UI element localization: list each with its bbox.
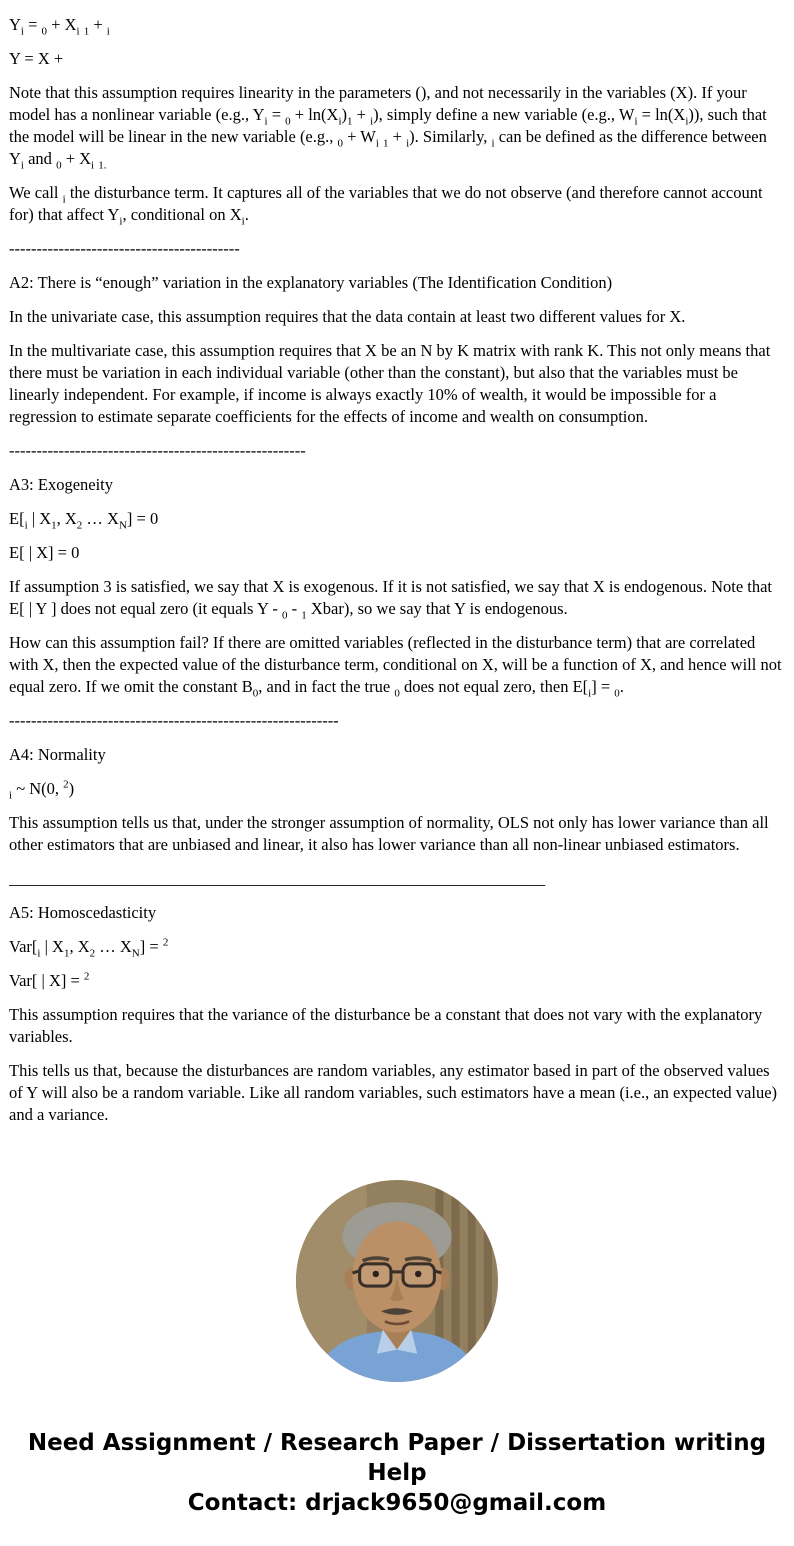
equation: $Var[_i$ | $X_1$, $X_2$ … $X_N] = ^2$	[9, 936, 169, 960]
equation: $E[_i$ | $X_1$, $X_2$ … $X_N] = 0$	[9, 509, 159, 532]
equation: Y = X +	[9, 49, 64, 68]
avatar-photo	[296, 1180, 498, 1382]
paragraph: This tells us that, because the disturbances are random variables, any estimator based in part of the observed values of Y will also be a random variable. Like all random variables, such estimators have a mean (i.e., an expected value) and a variance.	[9, 1061, 778, 1124]
paragraph: How can this assumption fail? If there are omitted variables (reflected in the disturbance term) that are correlated with X, then the expected value of the disturbance term, conditional on X, will be a function of X, and hence will not equal zero. If we omit the constant $B_0$, and in fact the true $_0$ does not equal zero, then $E[_i] = _0$.	[9, 633, 782, 700]
section-heading: A2: There is “enough” variation in the explanatory variables (The Identification Condition)	[9, 273, 613, 292]
paragraph: In the multivariate case, this assumption requires that X be an N by K matrix with rank K. This not only means that there must be variation in each individual variable (other than the constant), but also that the variables must be linearly independent. For example, if income is always exactly 10% of wealth, it would be impossible for a regression to estimate separate coefficients for the effects of income and wealth on consumption.	[9, 341, 771, 426]
section-heading: A4: Normality	[9, 745, 106, 764]
section-heading: A5: Homoscedasticity	[9, 903, 157, 922]
equation: Var[ | X] = $^2$	[9, 970, 90, 990]
section-heading: A3: Exogeneity	[9, 475, 114, 494]
equation: $_i$ ~ N(0, $^2$)	[9, 778, 75, 802]
separator: ------------------------------------------------------	[9, 441, 306, 460]
paragraph: This assumption requires that the variance of the disturbance be a constant that does not vary with the explanatory variables.	[9, 1005, 763, 1046]
footer-contact-line: Contact: drjack9650@gmail.com	[187, 1490, 607, 1516]
paragraph: We call $_i$ the disturbance term. It captures all of the variables that we do not observe (and therefore cannot account for) that affect $Y_i$, conditional on $X_i$.	[9, 183, 763, 228]
eye-right	[415, 1271, 421, 1277]
footer	[0, 1428, 794, 1546]
avatar	[296, 1180, 498, 1382]
paragraph: This assumption tells us that, under the stronger assumption of normality, OLS not only has lower variance than all other estimators that are unbiased and linear, it also has lower variance than all non-linear unbiased estimators.	[9, 813, 769, 854]
footer-help-line: Need Assignment / Research Paper / Dissertation writing Help	[27, 1430, 767, 1486]
eye-left	[373, 1271, 379, 1277]
separator: ------------------------------------------	[9, 239, 240, 258]
equation: E[ | X] = 0	[9, 543, 80, 562]
paragraph: Note that this assumption requires linearity in the parameters (), and not necessarily in the variables (X). If your model has a nonlinear variable (e.g., $Y_i = _0 + \ln(X_i)_1 + _i$), simply define a new variable (e.g., $W_i = \ln(X_i)$), such that the model will be linear in the new variable (e.g., $_0 + W_i$ $_1$ + $_i$). Similarly, $_i$ can be defined as the difference between $Y_i$ and $_0 + X_i$ $_{1.}$	[9, 83, 767, 172]
avatar-section	[0, 1180, 794, 1382]
separator: ------------------------------------------------------------	[9, 711, 339, 730]
horizontal-rule: _________________________________________________________________	[9, 869, 546, 888]
equation: $Y_i = _0 + X_i$ $_1$ + $_i$	[9, 15, 110, 38]
paragraph: If assumption 3 is satisfied, we say that X is exogenous. If it is not satisfied, we say that X is endogenous. Note that E[ | Y ] does not equal zero (it equals Y - $_0$ - $_1$ Xbar), so we say that Y is endogenous.	[9, 577, 773, 622]
paragraph: In the univariate case, this assumption requires that the data contain at least two different values for X.	[9, 307, 686, 326]
